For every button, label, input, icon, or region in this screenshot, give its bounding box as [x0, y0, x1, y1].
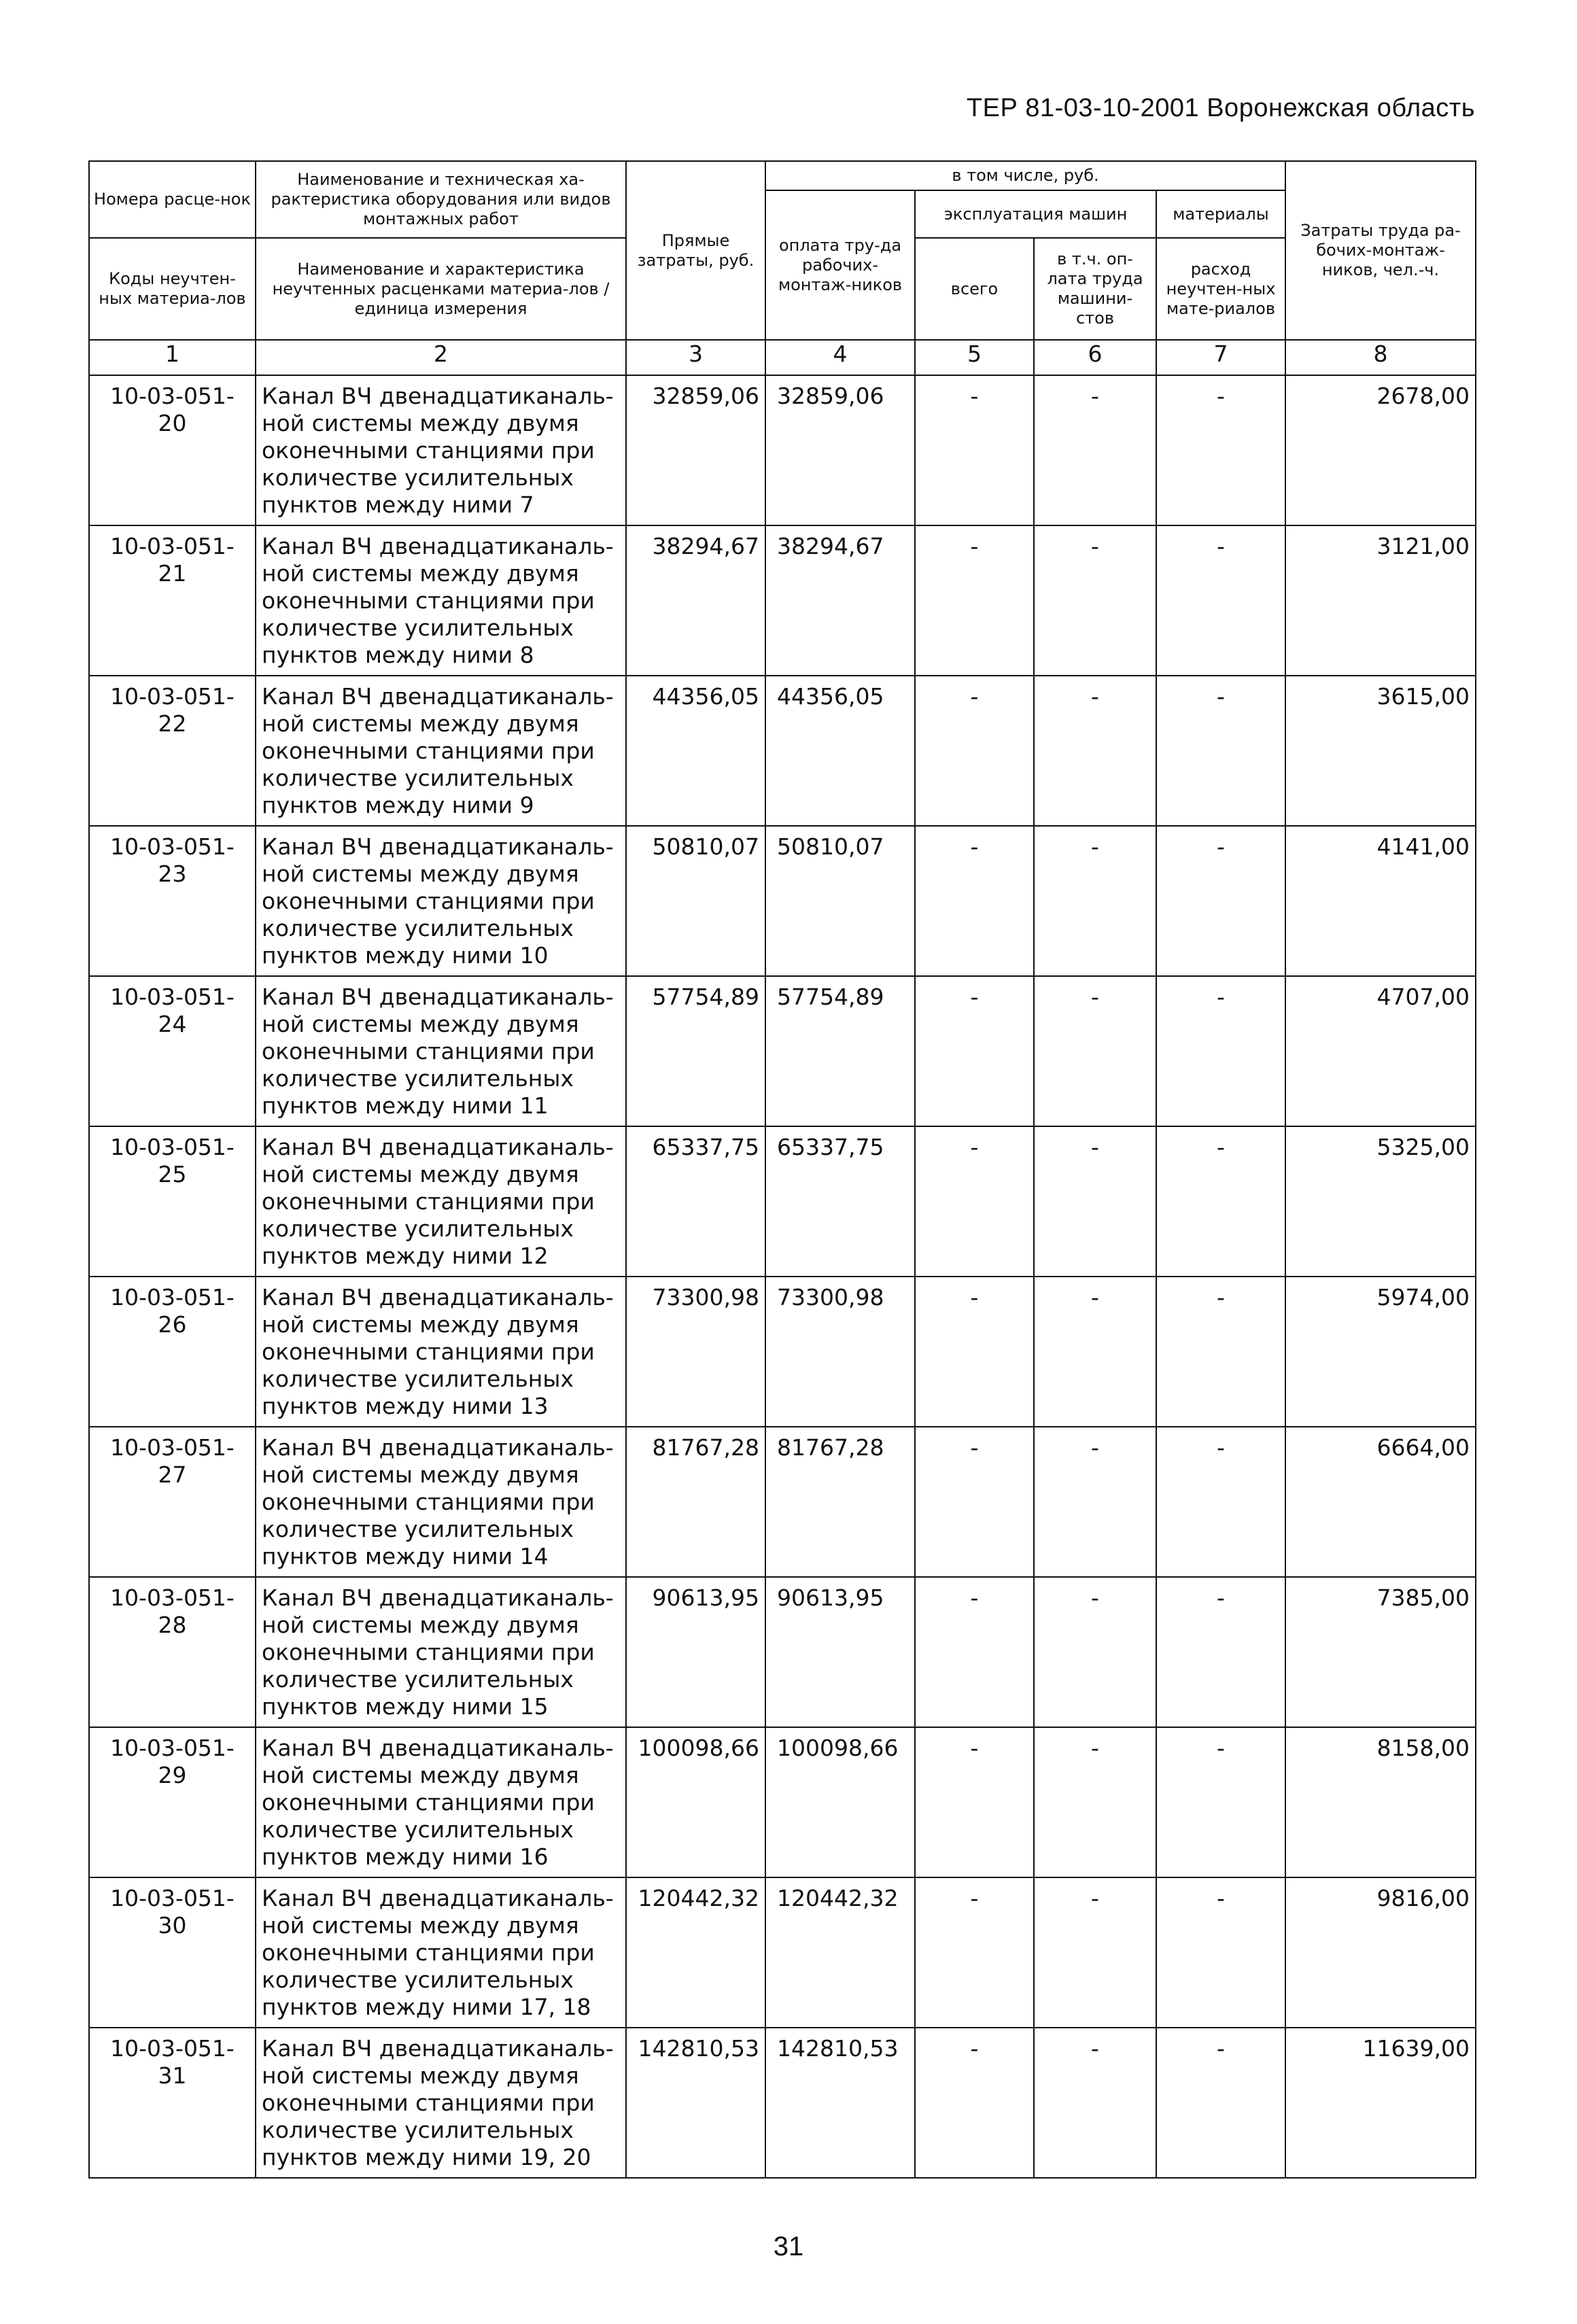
labor-pay-cell: 32859,06 — [765, 375, 915, 525]
machines-total-cell: - — [915, 976, 1034, 1126]
rate-code-prefix: 10-03-051- — [110, 683, 235, 710]
machinists-pay-cell: - — [1034, 826, 1156, 976]
rate-code-suffix: 24 — [158, 1011, 187, 1037]
column-number: 8 — [1285, 340, 1476, 375]
header-rate-numbers: Номера расце-нок — [89, 161, 256, 238]
materials-cell: - — [1156, 375, 1285, 525]
labor-hours-cell: 2678,00 — [1285, 375, 1476, 525]
materials-cell: - — [1156, 1277, 1285, 1427]
rate-code-cell — [89, 676, 256, 826]
work-name-cell: Канал ВЧ двенадцатиканаль-ной системы между двумя оконечными станциями при количестве усилительных пунктов между ними 11 — [256, 976, 626, 1126]
rate-code-suffix: 21 — [158, 560, 187, 587]
machinists-pay-cell: - — [1034, 1727, 1156, 1877]
header-material-name: Наименование и характеристика неучтенных расценками материа-лов / единица измерения — [256, 238, 626, 340]
machines-total-cell: - — [915, 525, 1034, 676]
work-name-cell: Канал ВЧ двенадцатиканаль-ной системы между двумя оконечными станциями при количестве усилительных пунктов между ними 16 — [256, 1727, 626, 1877]
machines-total-cell: - — [915, 1126, 1034, 1277]
column-number: 1 — [89, 340, 256, 375]
work-name-cell: Канал ВЧ двенадцатиканаль-ной системы между двумя оконечными станциями при количестве усилительных пунктов между ними 19, 20 — [256, 2028, 626, 2178]
table-row — [89, 1727, 1476, 1877]
direct-costs-cell: 32859,06 — [626, 375, 765, 525]
column-number: 2 — [256, 340, 626, 375]
column-number: 6 — [1034, 340, 1156, 375]
rate-code-cell — [89, 375, 256, 525]
rate-code-cell — [89, 1277, 256, 1427]
header-material-codes: Коды неучтен-ных материа-лов — [89, 238, 256, 340]
work-name-cell: Канал ВЧ двенадцатиканаль-ной системы между двумя оконечными станциями при количестве усилительных пунктов между ними 14 — [256, 1427, 626, 1577]
machinists-pay-cell: - — [1034, 375, 1156, 525]
document-header: ТЕР 81-03-10-2001 Воронежская область — [966, 94, 1475, 122]
materials-cell: - — [1156, 1126, 1285, 1277]
rate-code-prefix: 10-03-051- — [110, 1735, 235, 1761]
machines-total-cell: - — [915, 1427, 1034, 1577]
machines-total-cell: - — [915, 375, 1034, 525]
header-work-name: Наименование и техническая ха-рактеристика оборудования или видов монтажных работ — [256, 161, 626, 238]
labor-hours-cell: 9816,00 — [1285, 1877, 1476, 2028]
table-row — [89, 976, 1476, 1126]
work-name-cell: Канал ВЧ двенадцатиканаль-ной системы между двумя оконечными станциями при количестве усилительных пунктов между ними 7 — [256, 375, 626, 525]
direct-costs-cell: 38294,67 — [626, 525, 765, 676]
machinists-pay-cell: - — [1034, 2028, 1156, 2178]
labor-hours-cell: 6664,00 — [1285, 1427, 1476, 1577]
labor-pay-cell: 65337,75 — [765, 1126, 915, 1277]
column-number: 5 — [915, 340, 1034, 375]
rate-code-suffix: 20 — [158, 410, 187, 436]
machines-total-cell: - — [915, 826, 1034, 976]
rate-code-prefix: 10-03-051- — [110, 533, 235, 559]
header-machinists-pay: в т.ч. оп-лата труда машини-стов — [1034, 238, 1156, 340]
rate-code-prefix: 10-03-051- — [110, 1885, 235, 1911]
materials-cell: - — [1156, 2028, 1285, 2178]
direct-costs-cell: 81767,28 — [626, 1427, 765, 1577]
materials-cell: - — [1156, 676, 1285, 826]
rate-code-cell — [89, 1577, 256, 1727]
rate-code-suffix: 26 — [158, 1311, 187, 1338]
machines-total-cell: - — [915, 1577, 1034, 1727]
table-row — [89, 826, 1476, 976]
header-labor-hours: Затраты труда ра-бочих-монтаж-ников, чел.-ч. — [1285, 161, 1476, 340]
materials-cell: - — [1156, 525, 1285, 676]
direct-costs-cell: 65337,75 — [626, 1126, 765, 1277]
work-name-cell: Канал ВЧ двенадцатиканаль-ной системы между двумя оконечными станциями при количестве усилительных пунктов между ними 15 — [256, 1577, 626, 1727]
labor-pay-cell: 73300,98 — [765, 1277, 915, 1427]
machines-total-cell: - — [915, 676, 1034, 826]
rate-code-cell — [89, 1727, 256, 1877]
work-name-cell: Канал ВЧ двенадцатиканаль-ной системы между двумя оконечными станциями при количестве усилительных пунктов между ними 9 — [256, 676, 626, 826]
labor-hours-cell: 5325,00 — [1285, 1126, 1476, 1277]
direct-costs-cell: 57754,89 — [626, 976, 765, 1126]
labor-pay-cell: 44356,05 — [765, 676, 915, 826]
labor-pay-cell: 50810,07 — [765, 826, 915, 976]
table-row — [89, 375, 1476, 525]
rate-code-suffix: 22 — [158, 710, 187, 737]
machinists-pay-cell: - — [1034, 676, 1156, 826]
rate-code-suffix: 27 — [158, 1461, 187, 1488]
table-row — [89, 1877, 1476, 2028]
work-name-cell: Канал ВЧ двенадцатиканаль-ной системы между двумя оконечными станциями при количестве усилительных пунктов между ними 13 — [256, 1277, 626, 1427]
rate-code-prefix: 10-03-051- — [110, 1584, 235, 1611]
direct-costs-cell: 90613,95 — [626, 1577, 765, 1727]
direct-costs-cell: 73300,98 — [626, 1277, 765, 1427]
direct-costs-cell: 142810,53 — [626, 2028, 765, 2178]
materials-cell: - — [1156, 1727, 1285, 1877]
labor-hours-cell: 5974,00 — [1285, 1277, 1476, 1427]
rate-code-cell — [89, 525, 256, 676]
header-group-including: в том числе, руб. — [765, 161, 1285, 190]
machinists-pay-cell: - — [1034, 976, 1156, 1126]
machinists-pay-cell: - — [1034, 1277, 1156, 1427]
table-row — [89, 1126, 1476, 1277]
price-table — [88, 160, 1476, 2179]
labor-hours-cell: 8158,00 — [1285, 1727, 1476, 1877]
labor-pay-cell: 100098,66 — [765, 1727, 915, 1877]
machinists-pay-cell: - — [1034, 525, 1156, 676]
table-row — [89, 1277, 1476, 1427]
machines-total-cell: - — [915, 1277, 1034, 1427]
rate-code-suffix: 31 — [158, 2062, 187, 2089]
materials-cell: - — [1156, 1427, 1285, 1577]
work-name-cell: Канал ВЧ двенадцатиканаль-ной системы между двумя оконечными станциями при количестве усилительных пунктов между ними 8 — [256, 525, 626, 676]
machinists-pay-cell: - — [1034, 1877, 1156, 2028]
rate-code-suffix: 25 — [158, 1161, 187, 1187]
rate-code-suffix: 30 — [158, 1912, 187, 1939]
rate-code-cell — [89, 1427, 256, 1577]
page-number: 31 — [773, 2232, 804, 2261]
labor-hours-cell: 4707,00 — [1285, 976, 1476, 1126]
materials-cell: - — [1156, 976, 1285, 1126]
table-row — [89, 1427, 1476, 1577]
rate-code-cell — [89, 1126, 256, 1277]
column-number: 3 — [626, 340, 765, 375]
labor-hours-cell: 7385,00 — [1285, 1577, 1476, 1727]
work-name-cell: Канал ВЧ двенадцатиканаль-ной системы между двумя оконечными станциями при количестве усилительных пунктов между ними 12 — [256, 1126, 626, 1277]
labor-hours-cell: 11639,00 — [1285, 2028, 1476, 2178]
table-row — [89, 525, 1476, 676]
machines-total-cell: - — [915, 1877, 1034, 2028]
column-number-row — [89, 340, 1476, 375]
labor-pay-cell: 38294,67 — [765, 525, 915, 676]
labor-hours-cell: 4141,00 — [1285, 826, 1476, 976]
rate-code-cell — [89, 976, 256, 1126]
rate-code-prefix: 10-03-051- — [110, 1284, 235, 1311]
labor-pay-cell: 57754,89 — [765, 976, 915, 1126]
column-number: 4 — [765, 340, 915, 375]
materials-cell: - — [1156, 1877, 1285, 2028]
labor-hours-cell: 3121,00 — [1285, 525, 1476, 676]
direct-costs-cell: 50810,07 — [626, 826, 765, 976]
rate-code-suffix: 29 — [158, 1762, 187, 1788]
machines-total-cell: - — [915, 1727, 1034, 1877]
rate-code-cell — [89, 2028, 256, 2178]
rate-code-prefix: 10-03-051- — [110, 2035, 235, 2062]
header-direct-costs: Прямые затраты, руб. — [626, 161, 765, 340]
labor-pay-cell: 90613,95 — [765, 1577, 915, 1727]
table-row — [89, 676, 1476, 826]
machinists-pay-cell: - — [1034, 1427, 1156, 1577]
work-name-cell: Канал ВЧ двенадцатиканаль-ной системы между двумя оконечными станциями при количестве усилительных пунктов между ними 17, 18 — [256, 1877, 626, 2028]
materials-cell: - — [1156, 826, 1285, 976]
rate-code-prefix: 10-03-051- — [110, 383, 235, 409]
rate-code-prefix: 10-03-051- — [110, 1134, 235, 1160]
rate-code-prefix: 10-03-051- — [110, 833, 235, 860]
header-machines: эксплуатация машин — [915, 190, 1156, 238]
work-name-cell: Канал ВЧ двенадцатиканаль-ной системы между двумя оконечными станциями при количестве усилительных пунктов между ними 10 — [256, 826, 626, 976]
rate-code-suffix: 28 — [158, 1612, 187, 1638]
rate-code-cell — [89, 826, 256, 976]
table-row — [89, 1577, 1476, 1727]
direct-costs-cell: 44356,05 — [626, 676, 765, 826]
column-number: 7 — [1156, 340, 1285, 375]
rate-code-cell — [89, 1877, 256, 2028]
machinists-pay-cell: - — [1034, 1126, 1156, 1277]
header-machines-total: всего — [915, 238, 1034, 340]
labor-hours-cell: 3615,00 — [1285, 676, 1476, 826]
header-materials: материалы — [1156, 190, 1285, 238]
direct-costs-cell: 100098,66 — [626, 1727, 765, 1877]
direct-costs-cell: 120442,32 — [626, 1877, 765, 2028]
header-unaccounted-materials: расход неучтен-ных мате-риалов — [1156, 238, 1285, 340]
rate-code-prefix: 10-03-051- — [110, 984, 235, 1010]
labor-pay-cell: 142810,53 — [765, 2028, 915, 2178]
labor-pay-cell: 81767,28 — [765, 1427, 915, 1577]
machines-total-cell: - — [915, 2028, 1034, 2178]
rate-code-prefix: 10-03-051- — [110, 1434, 235, 1461]
materials-cell: - — [1156, 1577, 1285, 1727]
table-row — [89, 2028, 1476, 2178]
header-labor-pay: оплата тру-да рабочих-монтаж-ников — [765, 190, 915, 340]
labor-pay-cell: 120442,32 — [765, 1877, 915, 2028]
rate-code-suffix: 23 — [158, 861, 187, 887]
machinists-pay-cell: - — [1034, 1577, 1156, 1727]
